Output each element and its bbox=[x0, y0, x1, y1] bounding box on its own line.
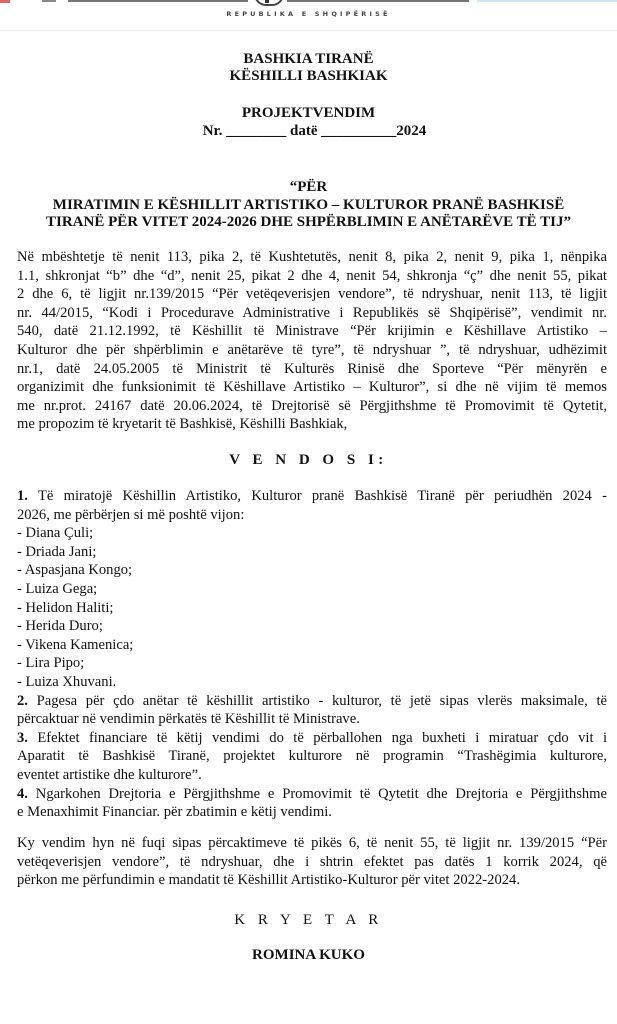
document-number-line: Nr. ________ datë __________2024 bbox=[202, 123, 427, 139]
letterhead-divider-right bbox=[287, 0, 469, 2]
preamble-paragraph bbox=[17, 248, 607, 434]
coat-of-arms-eagle-icon bbox=[265, 0, 269, 3]
point-4-number: 4. bbox=[17, 785, 28, 802]
council-name: KËSHILLI BASHKIAK bbox=[229, 68, 388, 84]
point-2-line-2: përcaktuar në vendimin përkatës të Këshillit të Ministrave. bbox=[17, 711, 360, 728]
member-item: - Diana Çuli; bbox=[17, 525, 94, 542]
preamble-line: nr.1, datë 24.05.2005 të Ministrit të Kulturës Rinisë dhe Sporteve “Për mënyrën e bbox=[17, 360, 607, 377]
point-2-line-1: 2. Pagesa për çdo anëtar të këshillit artistiko - kulturor, të jetë sipas vlerës maksimale, të bbox=[17, 692, 607, 709]
point-3-line-1: 3. Efektet financiare të këtij vendimi do të përballohen nga buxheti i miratuar çdo vit i bbox=[17, 729, 607, 746]
decision-points bbox=[17, 487, 607, 822]
coat-of-arms-icon bbox=[254, 0, 284, 6]
document-type: PROJEKTVENDIM bbox=[241, 105, 376, 121]
preamble-line: me nr.prot. 24167 datë 20.06.2024, të Drejtorisë së Përgjithshme të Promovimit të Qytetit, bbox=[17, 397, 607, 414]
member-item: - Lira Pipo; bbox=[17, 655, 85, 672]
member-item: - Aspasjana Kongo; bbox=[17, 562, 133, 579]
title-line-2: MIRATIMIN E KËSHILLIT ARTISTIKO – KULTUROR PRANË BASHKISË bbox=[52, 197, 565, 213]
preamble-line: 540, datë 21.12.1992, të Këshillit të Ministrave “Për krijimin e Këshillave Artistiko – bbox=[17, 323, 607, 340]
closing-line: Ky vendim hyn në fuqi sipas përcaktimeve të pikës 6, të nenit 55, të ligjit nr. 139/2015 “Për bbox=[17, 835, 607, 851]
letterhead-link bbox=[477, 0, 617, 2]
closing-paragraph bbox=[17, 834, 607, 890]
member-item: - Driada Jani; bbox=[17, 543, 97, 560]
signature-name: ROMINA KUKO bbox=[252, 947, 365, 963]
preamble-line: Kulturor dhe për shpërblimin e anëtarëve të tyre”, të ndryshuar ”, të ndryshuar, udhëzimit bbox=[17, 341, 607, 358]
point-1-line-1: 1. Të miratojë Këshillin Artistiko, Kulturor pranë Bashkisë Tiranë për periudhën 2024 - bbox=[17, 488, 607, 504]
title-line-1: “PËR bbox=[289, 179, 328, 195]
point-3-line-3: eventet artistike dhe kulturore”. bbox=[17, 766, 202, 783]
logo-caption bbox=[42, 0, 56, 2]
institution-name: BASHKIA TIRANË bbox=[243, 51, 374, 67]
signature-role: K R Y E T A R bbox=[234, 912, 383, 928]
municipality-logo-icon bbox=[0, 0, 10, 3]
point-2-number: 2. bbox=[17, 692, 28, 709]
member-item: - Helidon Haliti; bbox=[17, 599, 114, 616]
preamble-line: 2 dhe 6, të ligjit nr.139/2015 “Për vetëqeverisjen vendore”, të ndryshuar, nenit 113, të ligjit bbox=[17, 286, 607, 303]
point-4-line-1: 4. Ngarkohen Drejtoria e Përgjithshme e Promovimit të Qytetit dhe Drejtoria e Përgjithshme bbox=[17, 785, 607, 802]
country-name: REPUBLIKA E SHQIPËRISË bbox=[226, 10, 391, 18]
letterhead bbox=[0, 0, 617, 31]
preamble-line: Në mbështetje të nenit 113, pika 2, të Kushtetutës, nenit 8, pika 2, nenit 9, pika 1, nënpika bbox=[17, 249, 607, 265]
letterhead-divider-left bbox=[68, 0, 248, 2]
preamble-line: me propozim të kryetarit të Bashkisë, Këshilli Bashkiak, bbox=[17, 416, 348, 433]
point-1-line-2: 2026, me përbërjen si më poshtë vijon: bbox=[17, 506, 245, 523]
preamble-line: 1.1, shkronjat “b” dhe “d”, nenit 25, pikat 2 dhe 4, nenit 54, shkronja “ç” dhe nenit 55, pikat bbox=[17, 267, 607, 284]
member-item: - Luiza Gega; bbox=[17, 580, 98, 597]
closing-line: përkon me përfundimin e mandatit të Këshillit Artistiko-Kulturor për vitet 2022-2024. bbox=[17, 872, 520, 889]
closing-line: vetëqeverisjen vendore”, të ndryshuar, dhe i shtrin efektet pas datës 1 korrik 2024, që bbox=[17, 853, 607, 870]
decision-heading: V E N D O S I: bbox=[229, 452, 388, 468]
point-4-line-2: e Menaxhimit Financiar. për zbatimin e këtij vendimi. bbox=[17, 804, 332, 821]
title-line-3: TIRANË PËR VITET 2024-2026 DHE SHPËRBLIMIN E ANËTARËVE TË TIJ” bbox=[46, 214, 571, 230]
member-item: - Herida Duro; bbox=[17, 618, 103, 635]
preamble-line: nr. 44/2015, “Kodi i Procedurave Administrative i Republikës së Shqipërisë”, vendimit nr. bbox=[17, 304, 607, 321]
preamble-line: organizimit dhe funksionimit të Këshillave Artistiko – Kulturor”, si dhe në vijim të memos bbox=[17, 379, 607, 396]
point-3-number: 3. bbox=[17, 729, 28, 746]
point-1-number: 1. bbox=[17, 488, 28, 504]
member-item: - Vikena Kamenica; bbox=[17, 636, 134, 653]
member-item: - Luiza Xhuvani. bbox=[17, 673, 117, 690]
point-3-line-2: Aparatit të Bashkisë Tiranë, projektet kulturore në programin “Trashëgimia kulturore, bbox=[17, 748, 607, 765]
